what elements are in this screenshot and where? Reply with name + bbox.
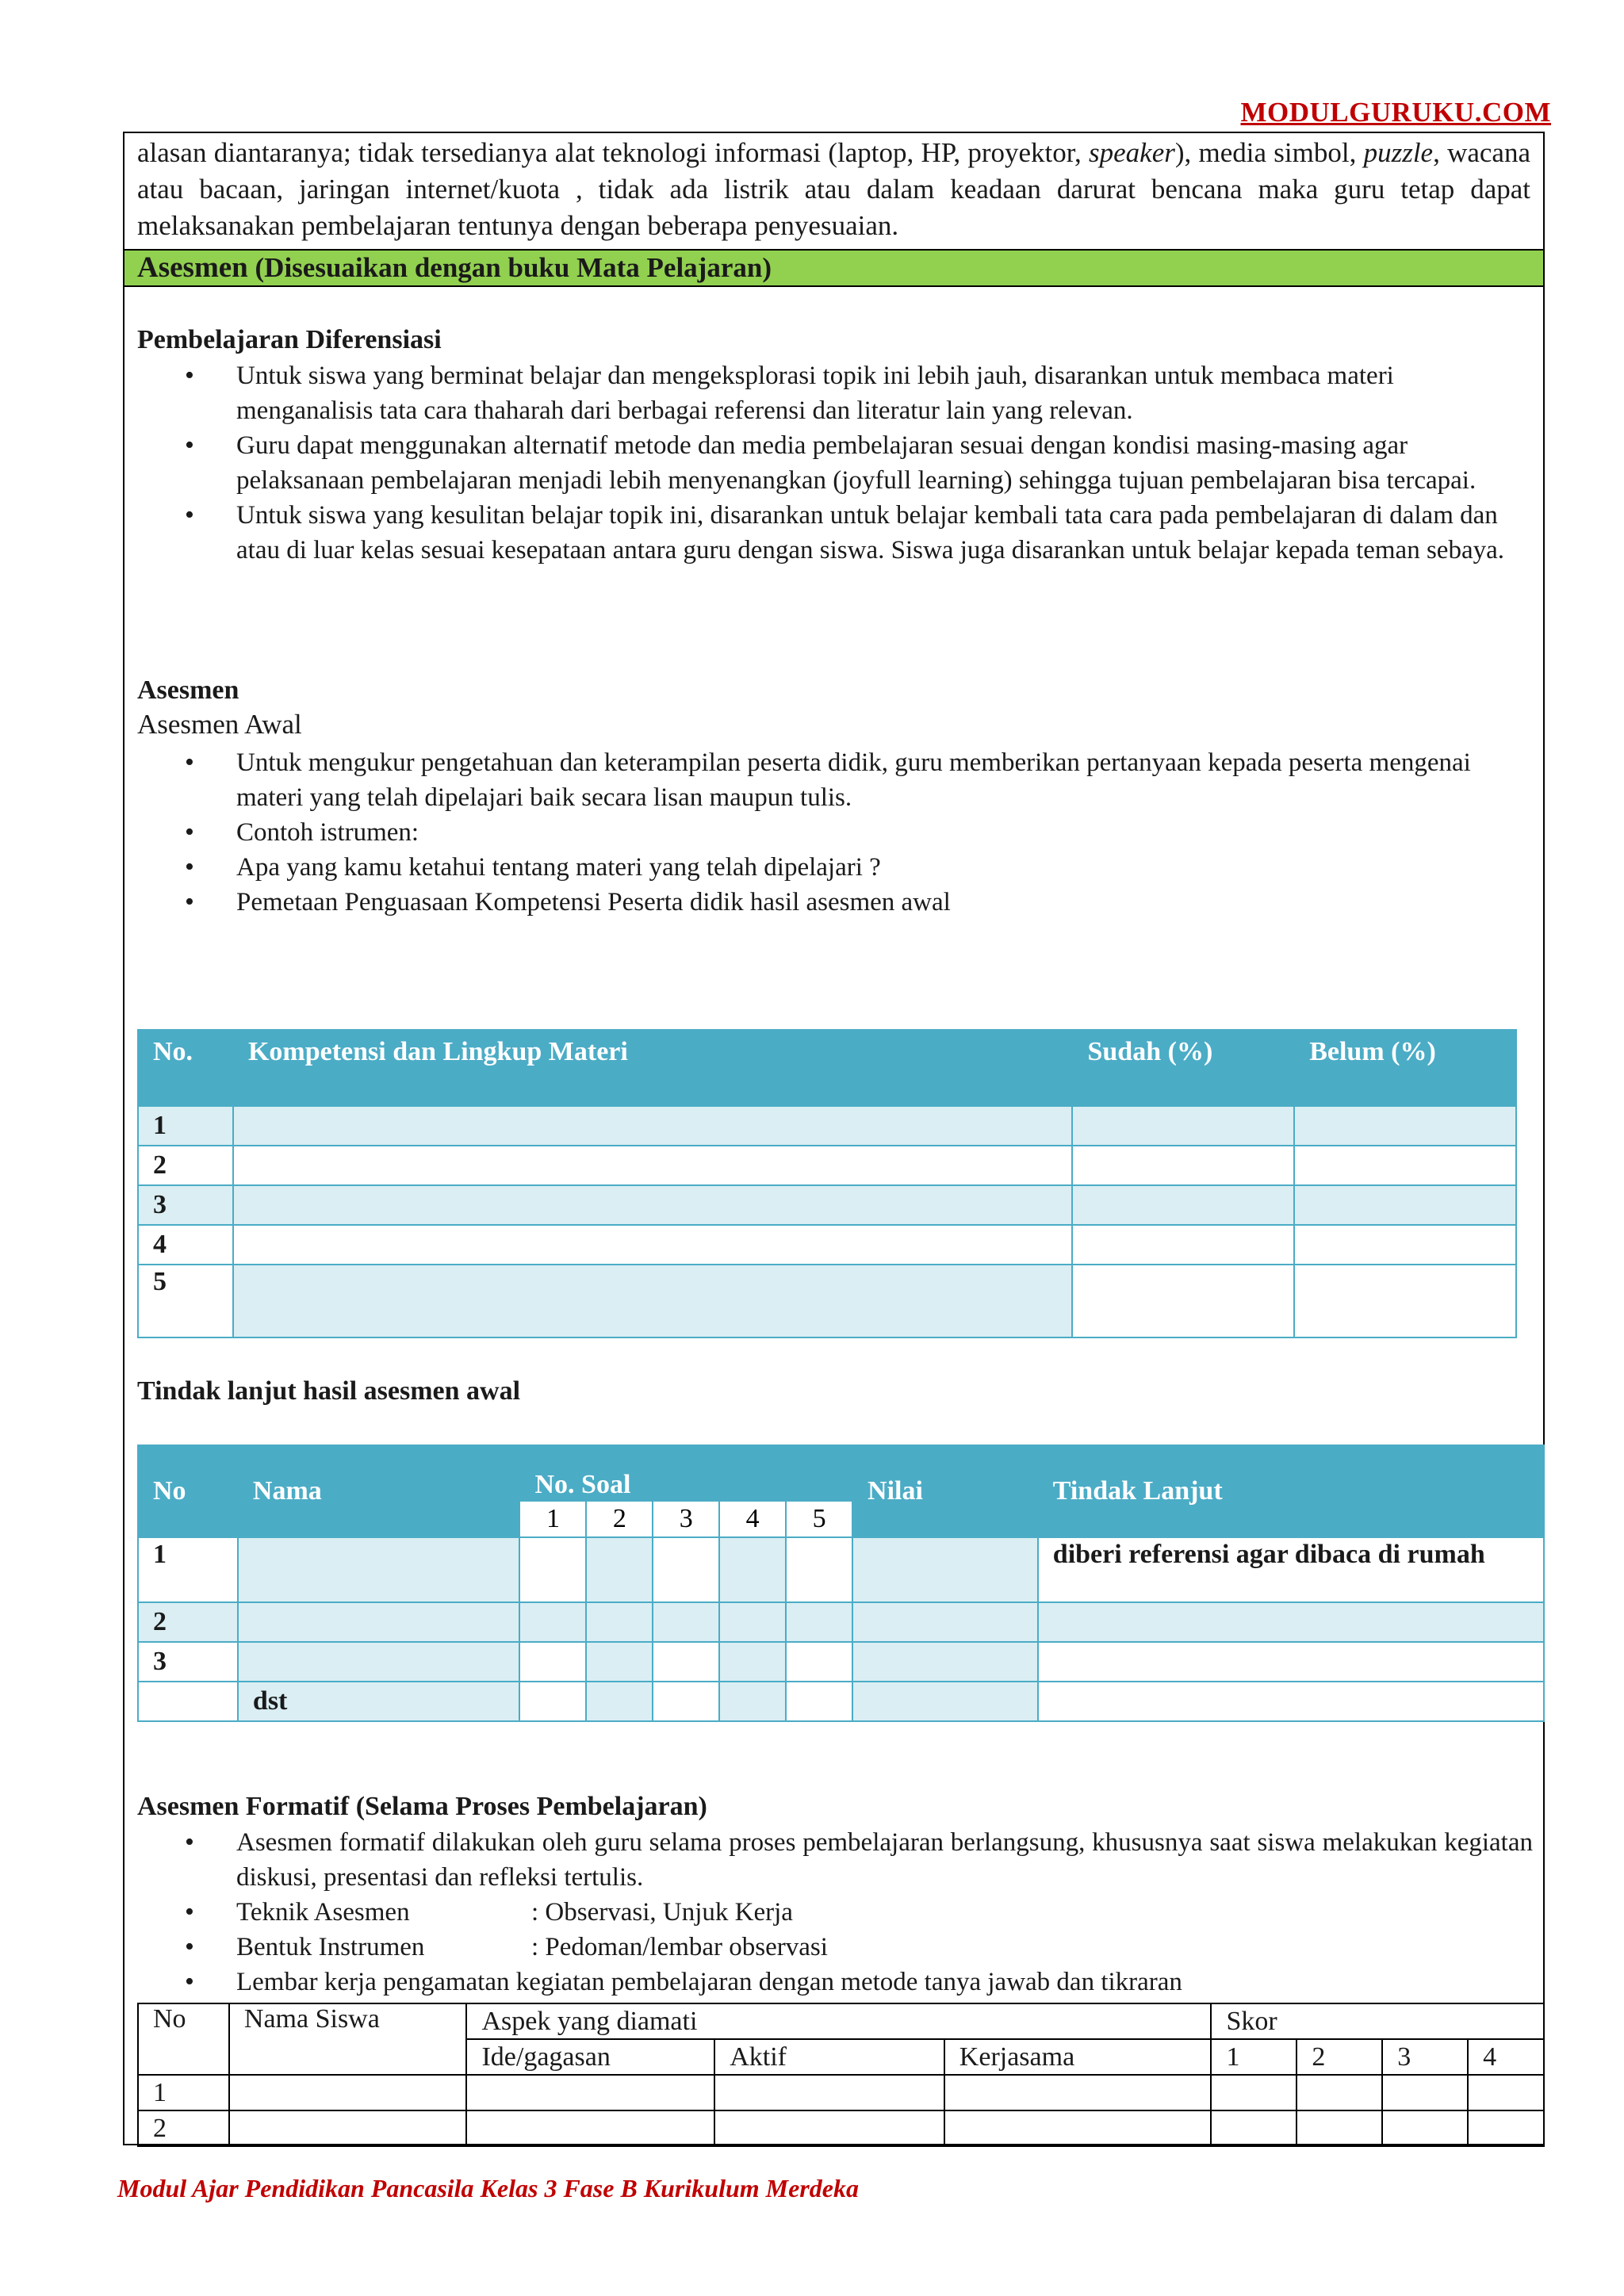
- row-number: 4: [138, 1225, 233, 1265]
- col-belum: Belum (%): [1294, 1030, 1516, 1106]
- col-no: No.: [138, 1030, 233, 1106]
- col-skor: Skor: [1211, 2003, 1544, 2039]
- nama-cell[interactable]: [229, 2110, 467, 2146]
- col-nilai: Nilai: [852, 1445, 1038, 1537]
- soal-number: 3: [653, 1501, 719, 1537]
- asesmen-bar-title: Asesmen: [137, 251, 248, 284]
- table-row: [138, 2075, 1544, 2110]
- ide-cell[interactable]: [466, 2075, 714, 2110]
- list-item: [137, 1895, 1533, 1930]
- soal-cell[interactable]: [653, 1537, 719, 1602]
- nama-cell[interactable]: dst: [238, 1682, 520, 1721]
- soal-cell[interactable]: [519, 1682, 586, 1721]
- sudah-cell[interactable]: [1072, 1106, 1294, 1146]
- formatif-list: [137, 1825, 1533, 1999]
- tindak-lanjut-cell: [1038, 1642, 1544, 1682]
- skor-cell[interactable]: [1468, 2110, 1544, 2146]
- aktif-cell[interactable]: [714, 2110, 944, 2146]
- nama-cell[interactable]: [229, 2075, 467, 2110]
- kompetensi-cell[interactable]: [233, 1146, 1073, 1185]
- row-number: 2: [138, 1146, 233, 1185]
- nama-cell[interactable]: [238, 1537, 520, 1602]
- bentuk-label: Bentuk Instrumen: [236, 1933, 425, 1961]
- col-sudah: Sudah (%): [1072, 1030, 1294, 1106]
- soal-cell[interactable]: [786, 1642, 852, 1682]
- row-number: 3: [138, 1185, 233, 1225]
- row-number: 1: [138, 1106, 233, 1146]
- skor-cell[interactable]: [1211, 2110, 1297, 2146]
- col-kompetensi: Kompetensi dan Lingkup Materi: [233, 1030, 1073, 1106]
- row-number: 1: [138, 2075, 229, 2110]
- soal-number: 2: [586, 1501, 653, 1537]
- soal-number: 5: [786, 1501, 852, 1537]
- asesmen-list: [137, 745, 1533, 920]
- soal-cell[interactable]: [653, 1642, 719, 1682]
- frame-top-rule: [123, 132, 1545, 133]
- kompetensi-cell[interactable]: [233, 1185, 1073, 1225]
- nama-cell[interactable]: [238, 1642, 520, 1682]
- soal-cell[interactable]: [719, 1602, 786, 1642]
- list-item: • Untuk siswa yang kesulitan belajar topik ini, disarankan untuk belajar kembali tata cara pada pembelajaran di dalam dan atau di luar kelas sesuai kesepataan antara guru dengan siswa. Siswa juga disarankan untuk belajar kepada teman sebaya.: [137, 498, 1533, 568]
- soal-number: 1: [519, 1501, 586, 1537]
- belum-cell[interactable]: [1294, 1146, 1516, 1185]
- table-row: [138, 1265, 1516, 1337]
- skor-cell[interactable]: [1382, 2110, 1468, 2146]
- bentuk-value: : Pedoman/lembar observasi: [531, 1933, 828, 1961]
- table-row: [138, 1682, 1544, 1721]
- soal-number: 4: [719, 1501, 786, 1537]
- list-item: • Asesmen formatif dilakukan oleh guru selama proses pembelajaran berlangsung, khususnya saat siswa melakukan kegiatan diskusi, presentasi dan refleksi tertulis.: [137, 1825, 1533, 1895]
- sudah-cell[interactable]: [1072, 1185, 1294, 1225]
- soal-cell[interactable]: [519, 1602, 586, 1642]
- soal-cell[interactable]: [786, 1537, 852, 1602]
- tindak-lanjut-table: [137, 1445, 1545, 1722]
- col-no-soal: No. Soal: [519, 1445, 852, 1501]
- soal-cell[interactable]: [586, 1682, 653, 1721]
- sudah-cell[interactable]: [1072, 1225, 1294, 1265]
- belum-cell[interactable]: [1294, 1265, 1516, 1337]
- intro-speaker: speaker: [1089, 137, 1175, 168]
- table-header-row: [138, 2003, 1544, 2039]
- row-number: 5: [138, 1265, 233, 1337]
- formatif-heading: Asesmen Formatif (Selama Proses Pembelajaran): [137, 1792, 707, 1821]
- nama-cell[interactable]: [238, 1602, 520, 1642]
- col-ide-gagasan: Ide/gagasan: [466, 2039, 714, 2075]
- table-header-row: [138, 1030, 1516, 1106]
- nilai-cell[interactable]: [852, 1682, 1038, 1721]
- row-number: 2: [138, 2110, 229, 2146]
- col-aspek: Aspek yang diamati: [466, 2003, 1211, 2039]
- skor-cell[interactable]: [1211, 2075, 1297, 2110]
- aktif-cell[interactable]: [714, 2075, 944, 2110]
- soal-cell[interactable]: [719, 1642, 786, 1682]
- row-number: [138, 1682, 238, 1721]
- table-row: [138, 1225, 1516, 1265]
- kompetensi-cell[interactable]: [233, 1225, 1073, 1265]
- belum-cell[interactable]: [1294, 1106, 1516, 1146]
- teknik-label: Teknik Asesmen: [236, 1898, 410, 1927]
- col-skor-4: 4: [1468, 2039, 1544, 2075]
- col-skor-3: 3: [1382, 2039, 1468, 2075]
- belum-cell[interactable]: [1294, 1185, 1516, 1225]
- col-skor-1: 1: [1211, 2039, 1297, 2075]
- ide-cell[interactable]: [466, 2110, 714, 2146]
- nilai-cell[interactable]: [852, 1537, 1038, 1602]
- teknik-value: : Observasi, Unjuk Kerja: [531, 1898, 793, 1927]
- nilai-cell[interactable]: [852, 1602, 1038, 1642]
- col-nama: Nama: [238, 1445, 520, 1537]
- row-number: 3: [138, 1642, 238, 1682]
- asesmen-heading: Asesmen: [137, 675, 239, 705]
- kompetensi-cell[interactable]: [233, 1265, 1073, 1337]
- table-row: [138, 1146, 1516, 1185]
- col-no: No: [138, 2003, 229, 2075]
- soal-cell[interactable]: [653, 1682, 719, 1721]
- skor-cell[interactable]: [1297, 2075, 1382, 2110]
- diferensiasi-heading: Pembelajaran Diferensiasi: [137, 325, 442, 354]
- col-kerjasama: Kerjasama: [944, 2039, 1212, 2075]
- row-number: 2: [138, 1602, 238, 1642]
- asesmen-bar-subtitle: (Disesuaikan dengan buku Mata Pelajaran): [247, 252, 772, 283]
- sudah-cell[interactable]: [1072, 1146, 1294, 1185]
- kompetensi-table: [137, 1029, 1517, 1338]
- skor-cell[interactable]: [1297, 2110, 1382, 2146]
- soal-cell[interactable]: [586, 1602, 653, 1642]
- observasi-table: [137, 2003, 1545, 2147]
- table-row: [138, 1537, 1544, 1602]
- soal-cell[interactable]: [586, 1642, 653, 1682]
- site-watermark[interactable]: MODULGURUKU.COM: [1240, 97, 1551, 128]
- col-skor-2: 2: [1297, 2039, 1382, 2075]
- list-item: • Pemetaan Penguasaan Kompetensi Peserta didik hasil asesmen awal: [137, 885, 1533, 920]
- tindak-lanjut-cell: [1038, 1682, 1544, 1721]
- footer-caption: Modul Ajar Pendidikan Pancasila Kelas 3 Fase B Kurikulum Merdeka: [117, 2174, 859, 2202]
- row-number: 1: [138, 1537, 238, 1602]
- intro-text-1: alasan diantaranya; tidak tersedianya alat teknologi informasi (laptop, HP, proyektor,: [137, 137, 1090, 168]
- kerjasama-cell[interactable]: [944, 2075, 1212, 2110]
- col-tindak-lanjut: Tindak Lanjut: [1038, 1445, 1544, 1537]
- col-no: No: [138, 1445, 238, 1537]
- list-item: • Untuk siswa yang berminat belajar dan mengeksplorasi topik ini lebih jauh, disarankan untuk membaca materi menganalisis tata cara thaharah dari berbagai referensi dan literatur lain yang relevan.: [137, 358, 1533, 428]
- diferensiasi-list: [137, 358, 1533, 568]
- intro-text-3: , wacana atau bacaan, jaringan internet/kuota , tidak ada listrik atau dalam keadaan darurat bencana maka guru tetap dapat melaksanakan pembelajaran tentunya dengan beberapa penyesuaian.: [137, 137, 1531, 241]
- soal-cell[interactable]: [653, 1602, 719, 1642]
- table-header-row: [138, 1445, 1544, 1501]
- list-item: • Untuk mengukur pengetahuan dan keterampilan peserta didik, guru memberikan pertanyaan kepada peserta mengenai materi yang telah dipelajari baik secara lisan maupun tulis.: [137, 745, 1533, 815]
- soal-cell[interactable]: [719, 1682, 786, 1721]
- soal-cell[interactable]: [786, 1602, 852, 1642]
- list-item: • Lembar kerja pengamatan kegiatan pembelajaran dengan metode tanya jawab dan tikraran: [137, 1965, 1533, 1999]
- kerjasama-cell[interactable]: [944, 2110, 1212, 2146]
- tindak-lanjut-cell: [1038, 1602, 1544, 1642]
- soal-cell[interactable]: [586, 1537, 653, 1602]
- list-item: • Guru dapat menggunakan alternatif metode dan media pembelajaran sesuai dengan kondisi masing-masing agar pelaksanaan pembelajaran menjadi lebih menyenangkan (joyfull learning) sehingga tujuan pembelajaran bisa tercapai.: [137, 428, 1533, 498]
- soal-cell[interactable]: [519, 1537, 586, 1602]
- list-item: • Apa yang kamu ketahui tentang materi yang telah dipelajari ?: [137, 850, 1533, 885]
- intro-paragraph: [137, 135, 1530, 244]
- table-row: [138, 2110, 1544, 2146]
- skor-cell[interactable]: [1382, 2075, 1468, 2110]
- table-row: [138, 1642, 1544, 1682]
- list-item: • Contoh istrumen:: [137, 815, 1533, 850]
- intro-text-2: ), media simbol,: [1174, 137, 1364, 168]
- sudah-cell[interactable]: [1072, 1265, 1294, 1337]
- soal-cell[interactable]: [786, 1682, 852, 1721]
- asesmen-section-bar: [124, 249, 1543, 287]
- nilai-cell[interactable]: [852, 1642, 1038, 1682]
- asesmen-awal-label: Asesmen Awal: [137, 709, 302, 740]
- soal-cell[interactable]: [519, 1642, 586, 1682]
- soal-cell[interactable]: [719, 1537, 786, 1602]
- col-nama-siswa: Nama Siswa: [229, 2003, 467, 2075]
- kompetensi-cell[interactable]: [233, 1106, 1073, 1146]
- table-row: [138, 1106, 1516, 1146]
- table-row: [138, 1602, 1544, 1642]
- intro-puzzle: puzzle: [1363, 137, 1434, 168]
- tindak-lanjut-cell: diberi referensi agar dibaca di rumah: [1038, 1537, 1544, 1602]
- table-row: [138, 1185, 1516, 1225]
- belum-cell[interactable]: [1294, 1225, 1516, 1265]
- skor-cell[interactable]: [1468, 2075, 1544, 2110]
- list-item: [137, 1930, 1533, 1965]
- tindak-lanjut-heading: Tindak lanjut hasil asesmen awal: [137, 1376, 521, 1406]
- col-aktif: Aktif: [714, 2039, 944, 2075]
